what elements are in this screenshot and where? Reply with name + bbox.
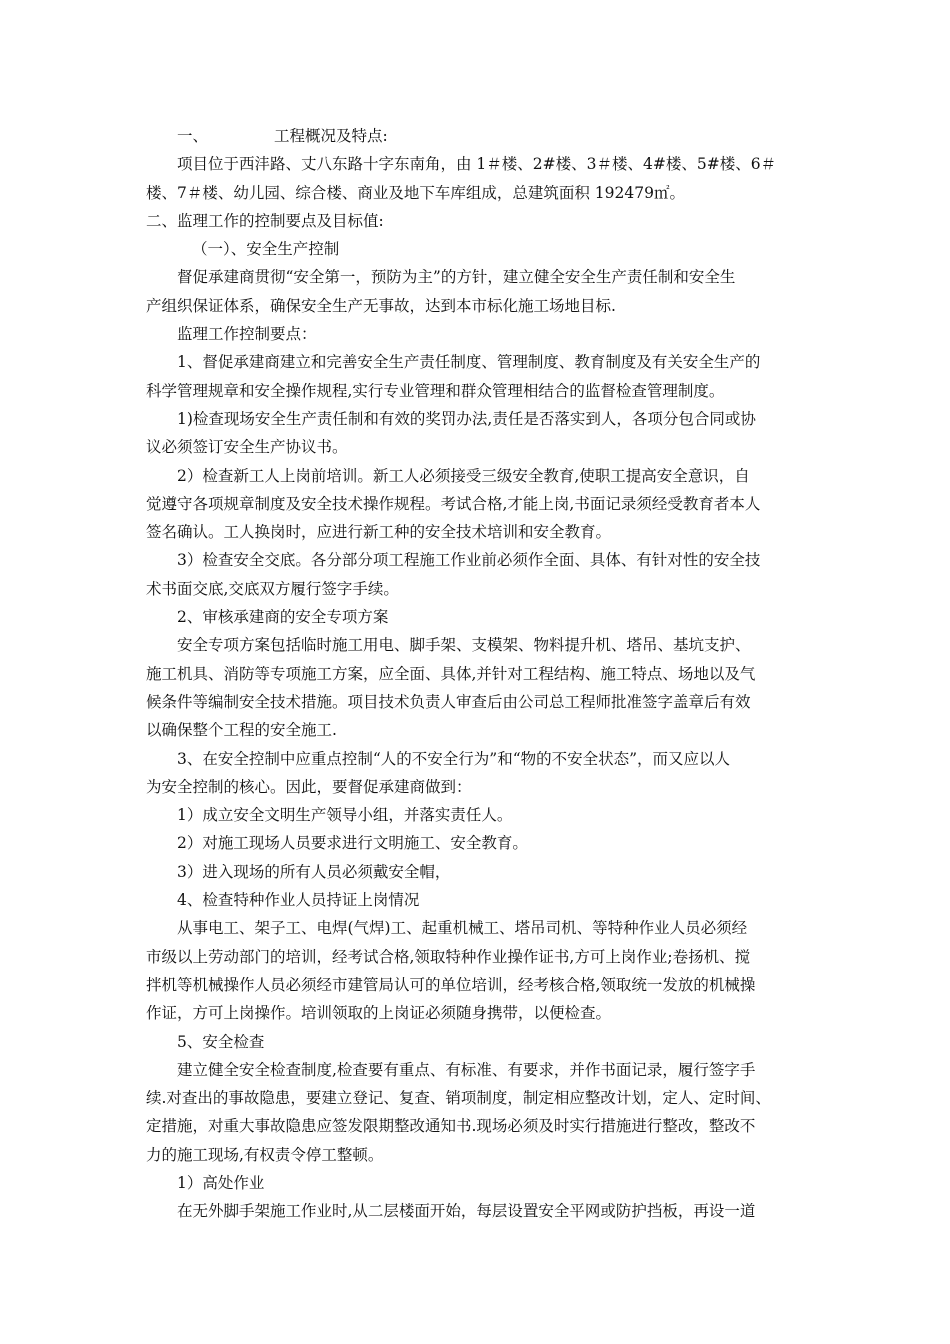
section-1-heading bbox=[146, 122, 810, 150]
paragraph-line: 施工机具、消防等专项施工方案，应全面、具体,并针对工程结构、施工特点、场地以及气 bbox=[146, 664, 756, 683]
paragraph-line: 拌机等机械操作人员必须经市建管局认可的单位培训，经考核合格,领取统一发放的机械操 bbox=[146, 975, 756, 994]
paragraph-line: 产组织保证体系，确保安全生产无事故，达到本市标化施工场地目标. bbox=[146, 296, 616, 315]
paragraph-line: 签名确认。工人换岗时，应进行新工种的安全技术培训和安全教育。 bbox=[146, 523, 612, 542]
body-text bbox=[146, 263, 810, 1225]
paragraph-line: 建立健全安全检查制度,检查要有重点、有标准、有要求，并作书面记录，履行签字手 bbox=[177, 1060, 756, 1079]
paragraph-line: 1）成立安全文明生产领导小组，并落实责任人。 bbox=[177, 806, 513, 825]
paragraph-line: 市级以上劳动部门的培训，经考试合格,领取特种作业操作证书,方可上岗作业;卷扬机、搅 bbox=[146, 947, 751, 966]
paragraph-line: 3）进入现场的所有人员必须戴安全帽， bbox=[177, 862, 451, 881]
paragraph-line: 2、审核承建商的安全专项方案 bbox=[177, 608, 389, 627]
paragraph-line: 定措施，对重大事故隐患应签发限期整改通知书.现场必须及时实行措施进行整改，整改不 bbox=[146, 1117, 756, 1136]
paragraph-line: 3、在安全控制中应重点控制“人的不安全行为”和“物的不安全状态”，而又应以人 bbox=[177, 749, 731, 768]
paragraph-line: 督促承建商贯彻“安全第一，预防为主”的方针，建立健全安全生产责任制和安全生 bbox=[177, 268, 736, 287]
paragraph-line: 1）高处作业 bbox=[177, 1173, 265, 1192]
paragraph-line: 觉遵守各项规章制度及安全技术操作规程。考试合格,才能上岗,书面记录须经受教育者本人 bbox=[146, 494, 761, 513]
paragraph-line: 候条件等编制安全技术措施。项目技术负责人审查后由公司总工程师批准签字盖章后有效 bbox=[146, 692, 751, 711]
subsection-1-heading: （一）、安全生产控制 bbox=[192, 240, 340, 259]
overview-line-2: 楼、7＃楼、幼儿园、综合楼、商业及地下车库组成，总建筑面积 192479㎡。 bbox=[146, 183, 685, 202]
paragraph-line: 5、安全检查 bbox=[177, 1032, 265, 1051]
paragraph-line: 3）检查安全交底。各分部分项工程施工作业前必须作全面、具体、有针对性的安全技 bbox=[177, 551, 761, 570]
paragraph-line: 4、检查特种作业人员持证上岗情况 bbox=[177, 891, 420, 910]
paragraph-line: 术书面交底,交底双方履行签字手续。 bbox=[146, 579, 399, 598]
paragraph-line: 2）对施工现场人员要求进行文明施工、安全教育。 bbox=[177, 834, 528, 853]
paragraph-line: 1、督促承建商建立和完善安全生产责任制度、管理制度、教育制度及有关安全生产的 bbox=[177, 353, 761, 372]
paragraph-line: 作证，方可上岗操作。培训领取的上岗证必须随身携带，以便检查。 bbox=[146, 1004, 612, 1023]
paragraph-line: 以确保整个工程的安全施工. bbox=[146, 721, 337, 740]
paragraph-line: 为安全控制的核心。因此，要督促承建商做到： bbox=[146, 777, 472, 796]
overview-line-1: 项目位于西沣路、丈八东路十字东南角，由 1＃楼、2#楼、3＃楼、4#楼、5#楼、6＃ bbox=[177, 155, 777, 174]
paragraph-line: 在无外脚手架施工作业时,从二层楼面开始，每层设置安全平网或防护挡板，再设一道 bbox=[177, 1202, 756, 1221]
section-2-heading: 二、监理工作的控制要点及目标值: bbox=[146, 211, 384, 230]
paragraph-line: 1)检查现场安全生产责任制和有效的奖罚办法,责任是否落实到人，各项分包合同或协 bbox=[177, 409, 756, 428]
paragraph-line: 续.对查出的事故隐患，要建立登记、复查、销项制度，制定相应整改计划，定人、定时间、 bbox=[146, 1089, 771, 1108]
section-1-title: 工程概况及特点: bbox=[274, 127, 388, 145]
paragraph-line: 监理工作控制要点： bbox=[177, 325, 317, 344]
paragraph-line: 安全专项方案包括临时施工用电、脚手架、支模架、物料提升机、塔吊、基坑支护、 bbox=[177, 636, 751, 655]
section-1-number: 一、 bbox=[177, 127, 209, 145]
paragraph-line: 科学管理规章和安全操作规程,实行专业管理和群众管理相结合的监督检查管理制度。 bbox=[146, 381, 725, 400]
paragraph-line: 力的施工现场,有权责令停工整顿。 bbox=[146, 1145, 384, 1164]
paragraph-line: 议必须签订安全生产协议书。 bbox=[146, 438, 348, 457]
paragraph-line: 2）检查新工人上岗前培训。新工人必须接受三级安全教育,使职工提高安全意识，自 bbox=[177, 466, 750, 485]
paragraph-line: 从事电工、架子工、电焊(气焊)工、起重机械工、塔吊司机、等特种作业人员必须经 bbox=[177, 919, 748, 938]
